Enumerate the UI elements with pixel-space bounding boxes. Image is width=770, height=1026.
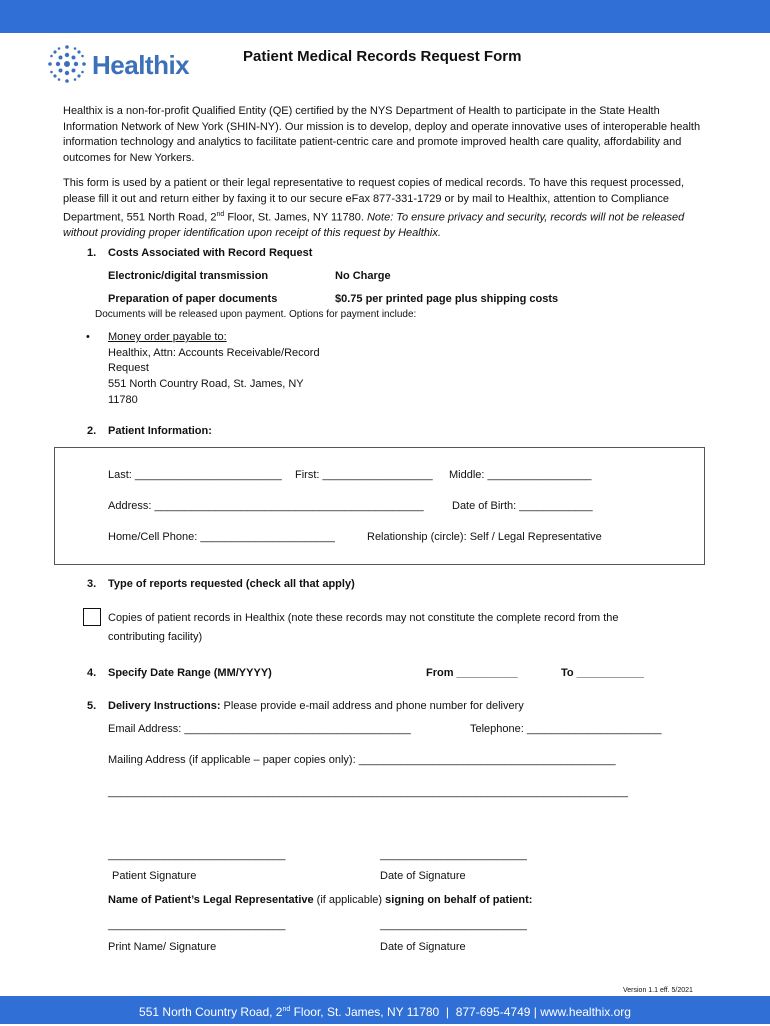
patient-date-label: Date of Signature [380,870,466,882]
patient-signature-line[interactable]: _____________________________ [108,849,286,861]
bullet-marker: • [86,331,90,343]
logo-text: Healthix [92,50,190,80]
patient-signature-label: Patient Signature [112,870,197,882]
footer-separator: | [439,1005,456,1019]
last-name-field[interactable]: Last: ________________________ [108,469,282,481]
money-order-line3: 551 North Country Road, St. James, NY [108,378,304,390]
legal-rep-heading: Name of Patient’s Legal Representative (if applicable) signing on behalf of patient: [108,894,533,906]
mailing-address-field[interactable]: Mailing Address (if applicable – paper copies only): __________________________________________ [108,754,616,766]
instructions-paragraph: This form is used by a patient or their legal representative to request copies of medical records. To have this request processed, please fill it out and return either by faxing it to our secure eFax 877-331-1729 or by mail to Healthix, attention to Compliance Department, 551 North Road, 2nd Floor, St. James, NY 11780. Note: To ensure privacy and security, records will not be released without providing proper identification upon receipt of this request by Healthix. [63,177,685,240]
address-field[interactable]: Address: ____________________________________________ [108,500,424,512]
footer-separator2: | [530,1005,541,1019]
phone-field[interactable]: Home/Cell Phone: ______________________ [108,531,335,543]
cost-paper-value: $0.75 per printed page plus shipping costs [335,293,559,305]
footer-bar [0,996,770,1024]
header-bar [0,0,770,33]
first-name-field[interactable]: First: __________________ [295,469,433,481]
section1-number: 1. [87,247,97,259]
page-title: Patient Medical Records Request Form [243,48,522,65]
footer-address: 551 North Country Road, 2nd Floor, St. James, NY 11780 [139,1005,440,1019]
patient-date-line[interactable]: ________________________ [380,849,527,861]
rep-date-label: Date of Signature [380,941,466,953]
date-to-field[interactable]: To ___________ [561,667,644,679]
section4-number: 4. [87,667,97,679]
records-option-line1: Copies of patient records in Healthix (note these records may not constitute the complete record from the [108,612,619,624]
section5-number: 5. [87,700,97,712]
version-label: Version 1.1 eff. 5/2021 [623,987,693,994]
records-option-line2: contributing facility) [108,631,203,643]
section2-heading: Patient Information: [108,425,212,437]
section2-number: 2. [87,425,97,437]
print-name-label: Print Name/ Signature [108,941,217,953]
section1-heading: Costs Associated with Record Request [108,247,313,259]
section4-heading: Specify Date Range (MM/YYYY) [108,667,272,679]
date-from-field[interactable]: From __________ [426,667,518,679]
rep-date-line[interactable]: ________________________ [380,919,527,931]
footer-website-link[interactable]: www.healthix.org [540,1005,631,1019]
middle-name-field[interactable]: Middle: _________________ [449,469,592,481]
cost-electronic-value: No Charge [335,270,391,282]
telephone-field[interactable]: Telephone: ______________________ [470,723,662,735]
rep-signature-line[interactable]: _____________________________ [108,919,286,931]
intro-paragraph: Healthix is a non-for-profit Qualified Entity (QE) certified by the NYS Department of Health to participate in the State Health Information Network of New York (SHIN-NY). Our mission is to develop, deploy and operate innovative uses of interoperable health information technology and analytics to facilitate patient-centric care and promote improved health care quality, affordability and outcomes for New Yorkers. [63,105,701,164]
relationship-field[interactable]: Relationship (circle): Self / Legal Representative [367,531,602,543]
money-order-line4: 11780 [108,394,138,406]
payment-note: Documents will be released upon payment. Options for payment include: [95,309,417,320]
section3-number: 3. [87,578,97,590]
cost-electronic-label: Electronic/digital transmission [108,270,269,282]
records-checkbox[interactable] [83,608,101,626]
section3-heading: Type of reports requested (check all that apply) [108,578,355,590]
dob-field[interactable]: Date of Birth: ____________ [452,500,593,512]
cost-paper-label: Preparation of paper documents [108,293,278,305]
healthix-logo-icon [46,43,88,85]
money-order-line2: Request [108,362,149,374]
footer-phone[interactable]: 877-695-4749 [455,1005,531,1019]
section5-heading: Delivery Instructions: Please provide e-mail address and phone number for delivery [108,700,524,712]
email-field[interactable]: Email Address: _____________________________________ [108,723,411,735]
money-order-title: Money order payable to: [108,331,227,343]
mailing-address-line2[interactable]: _____________________________________________________________________________________ [108,786,629,798]
money-order-line1: Healthix, Attn: Accounts Receivable/Record [108,347,320,359]
